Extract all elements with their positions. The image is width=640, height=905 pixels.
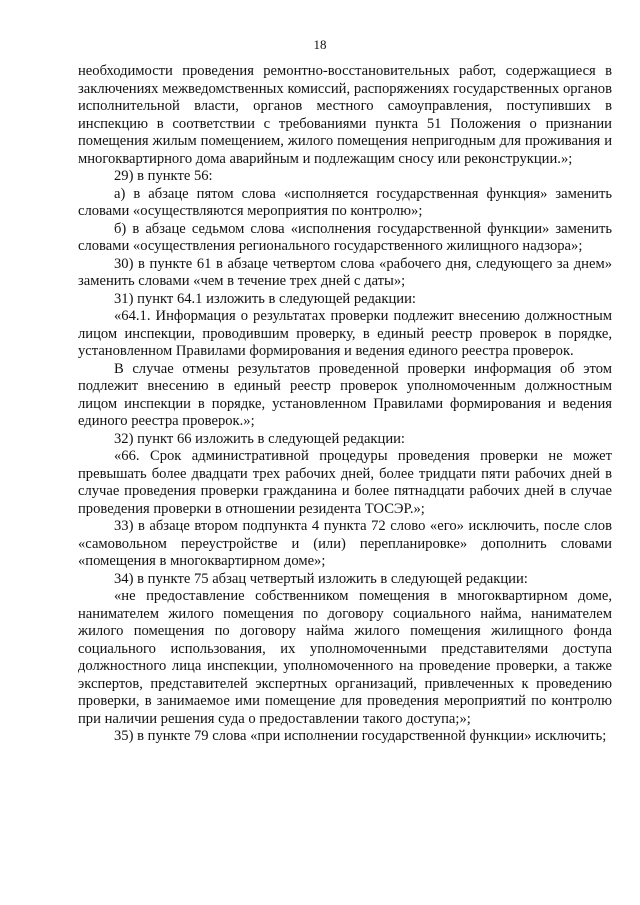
paragraph: «не предоставление собственником помещения в многоквартирном доме, нанимателем жилого помещения по договору социального найма, нанимателем жилого помещения по договору найма жилого помещения жилищного фонда социального использования, их уполномоченными представителями доступа должностного лица инспекции, уполномоченного на проведение проверки, а также экспертов, представителей экспертных организаций, привлеченных к проведению проверки, в занимаемое ими помещение для проведения мероприятий по контролю при наличии решения суда о предоставлении такого доступа;»; [78,588,612,727]
paragraph: «64.1. Информация о результатах проверки подлежит внесению должностным лицом инспекции, проводившим проверку, в единый реестр проверок в порядке, установленном Правилами формирования и ведения единого реестра проверок. [78,308,612,359]
paragraph: 33) в абзаце втором подпункта 4 пункта 72 слово «его» исключить, после слов «самовольном переустройстве и (или) перепланировке» дополнить словами «помещения в многоквартирном доме»; [78,518,612,569]
paragraph: 35) в пункте 79 слова «при исполнении государственной функции» исключить; [114,728,607,744]
paragraph: «66. Срок административной процедуры проведения проверки не может превышать более двадцати трех рабочих дней, более тридцати пяти рабочих дней в случае проведения проверки гражданина и более пятнадцати рабочих дней в случае проведения проверки в отношении резидента ТОСЭР.»; [78,448,612,517]
paragraph: необходимости проведения ремонтно-восстановительных работ, содержащиеся в заключениях межведомственных комиссий, распоряжениях государственных органов исполнительной власти, органов местного самоуправления, поступивших в инспекцию в соответствии с требованиями пункта 51 Положения о признании помещения жилым помещением, жилого помещения непригодным для проживания и многоквартирного дома аварийным и подлежащим сносу или реконструкции.»; [78,63,612,167]
paragraph: 31) пункт 64.1 изложить в следующей редакции: [114,290,416,307]
paragraph: 34) в пункте 75 абзац четвертый изложить в следующей редакции: [114,570,528,587]
paragraph: В случае отмены результатов проведенной проверки информация об этом подлежит внесению в единый реестр проверок уполномоченным должностным лицом инспекции в порядке, установленном Правилами формирования и ведения единого реестра проверок.»; [78,360,612,429]
paragraph: а) в абзаце пятом слова «исполняется государственная функция» заменить словами «осуществляются мероприятия по контролю»; [78,185,612,219]
paragraph: 29) в пункте 56: [114,168,213,184]
body-text [78,63,612,746]
page-number: 18 [313,37,327,52]
paragraph: 32) пункт 66 изложить в следующей редакции: [114,430,405,447]
paragraph: 30) в пункте 61 в абзаце четвертом слова «рабочего дня, следующего за днем» заменить словами «чем в течение трех дней с даты»; [78,255,612,289]
paragraph: б) в абзаце седьмом слова «исполнения государственной функции» заменить словами «осуществления регионального государственного жилищного надзора»; [78,220,612,254]
